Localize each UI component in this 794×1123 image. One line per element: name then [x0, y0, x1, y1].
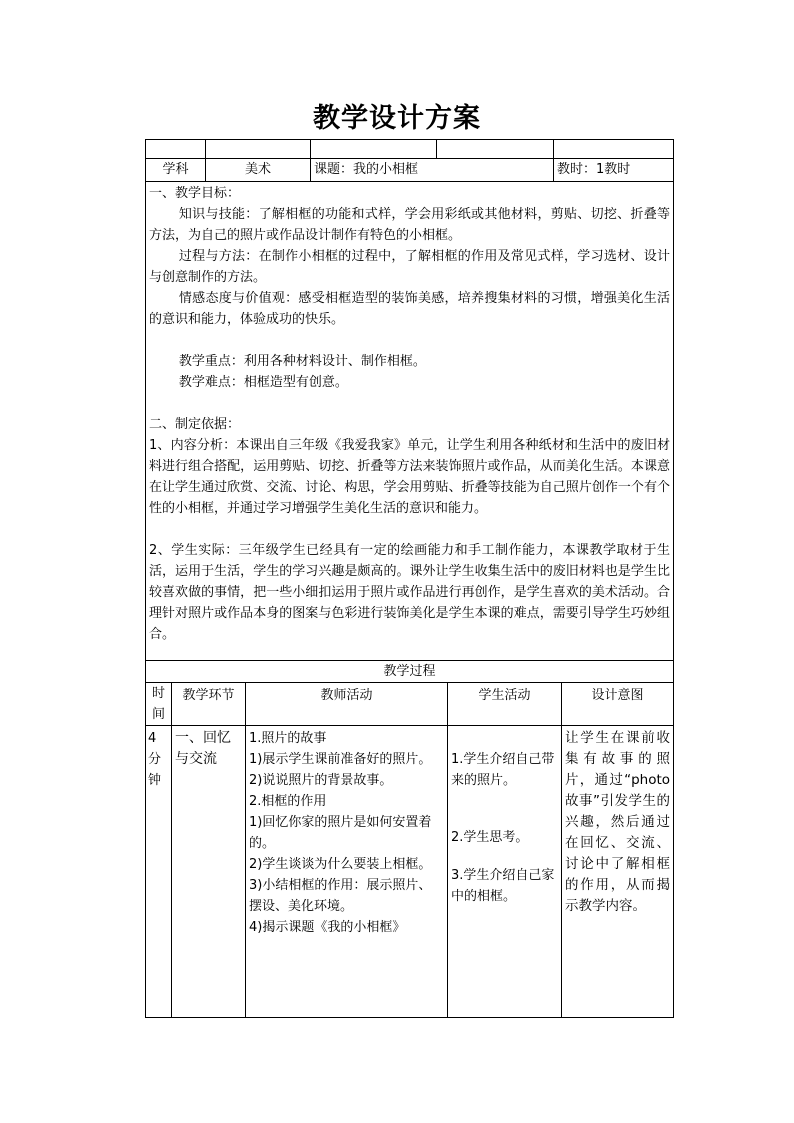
objectives-heading: 一、教学目标： [149, 186, 241, 201]
blank-row [146, 140, 674, 159]
teaching-process-table [145, 660, 674, 1018]
header-time: 时间 [146, 683, 172, 726]
row-student-activities [448, 726, 562, 1018]
lesson-hours: 教时：1教时 [554, 159, 674, 182]
subject-label: 学科 [146, 159, 206, 182]
row-teacher-activities [246, 726, 448, 1018]
objective-emotion: 情感态度与价值观：感受相框造型的装饰美感，培养搜集材料的习惯，增强美化生活的意识和能力，体验成功的快乐。 [149, 291, 670, 327]
row-time: 4分钟 [146, 726, 172, 1018]
student-line: 2.学生思考。 [451, 830, 529, 845]
table-row [146, 726, 674, 1018]
lesson-info-table [145, 139, 674, 661]
row-design-intent: 让学生在课前收集有故事的照片，通过“photo故事”引发学生的兴趣，然后通过在回忆、交流、讨论中了解相框的作用，从而揭示教学内容。 [562, 726, 674, 1018]
key-point: 教学重点：利用各种材料设计、制作相框。 [178, 354, 426, 369]
difficulty-point: 教学难点：相框造型有创意。 [178, 375, 348, 390]
process-header-row [146, 683, 674, 726]
page-title: 教学设计方案 [313, 103, 481, 134]
basis-heading: 二、制定依据： [149, 417, 241, 432]
header-stage: 教学环节 [172, 683, 246, 726]
objective-process: 过程与方法：在制作小相框的过程中，了解相框的作用及常见式样，学习选材、设计与创意制作的方法。 [149, 249, 670, 285]
header-teacher: 教师活动 [246, 683, 448, 726]
objective-knowledge: 知识与技能：了解相框的功能和式样，学会用彩纸或其他材料，剪贴、切挖、折叠等方法，为自己的照片或作品设计制作有特色的小相框。 [149, 207, 670, 243]
content-row [146, 182, 674, 661]
student-line: 1.学生介绍自己带来的照片。 [451, 752, 555, 788]
teacher-line: 2)说说照片的背景故事。 [249, 773, 393, 788]
subject-value: 美术 [206, 159, 311, 182]
teacher-line: 1)回忆你家的照片是如何安置着的。 [249, 815, 432, 851]
teacher-line: 3)小结相框的作用：展示照片、摆设、美化环境。 [249, 878, 432, 914]
header-student: 学生活动 [448, 683, 562, 726]
row-stage: 一、回忆与交流 [172, 726, 246, 1018]
teacher-line: 1.照片的故事 [249, 731, 327, 746]
student-situation: 2、学生实际：三年级学生已经具有一定的绘画能力和手工制作能力，本课教学取材于生活，运用于生活，学生的学习兴趣是颇高的。课外让学生收集生活中的废旧材料也是学生比较喜欢做的事情，把一些小细扣运用于照片或作品进行再创作，是学生喜欢的美术活动。合理针对照片或作品本身的图案与色彩进行装饰美化是学生本课的难点，需要引导学生巧妙组合。 [149, 543, 670, 642]
content-analysis: 1、内容分析：本课出自三年级《我爱我家》单元，让学生利用各种纸材和生活中的废旧材料进行组合搭配，运用剪贴、切挖、折叠等方法来装饰照片或作品，从而美化生活。本课意在让学生通过欣赏、交流、讨论、构思，学会用剪贴、折叠等技能为自己照片创作一个有个性的小相框，并通过学习增强学生美化生活的意识和能力。 [149, 438, 670, 516]
lesson-title: 课题：我的小相框 [311, 159, 554, 182]
process-caption: 教学过程 [146, 661, 674, 683]
header-intent: 设计意图 [562, 683, 674, 726]
student-line: 3.学生介绍自己家中的相框。 [451, 868, 555, 904]
teacher-line: 2.相框的作用 [249, 794, 327, 809]
teacher-line: 4)揭示课题《我的小相框》 [249, 920, 406, 935]
teacher-line: 2)学生谈谈为什么要装上相框。 [249, 857, 432, 872]
teacher-line: 1)展示学生课前准备好的照片。 [249, 752, 432, 767]
info-row [146, 159, 674, 182]
